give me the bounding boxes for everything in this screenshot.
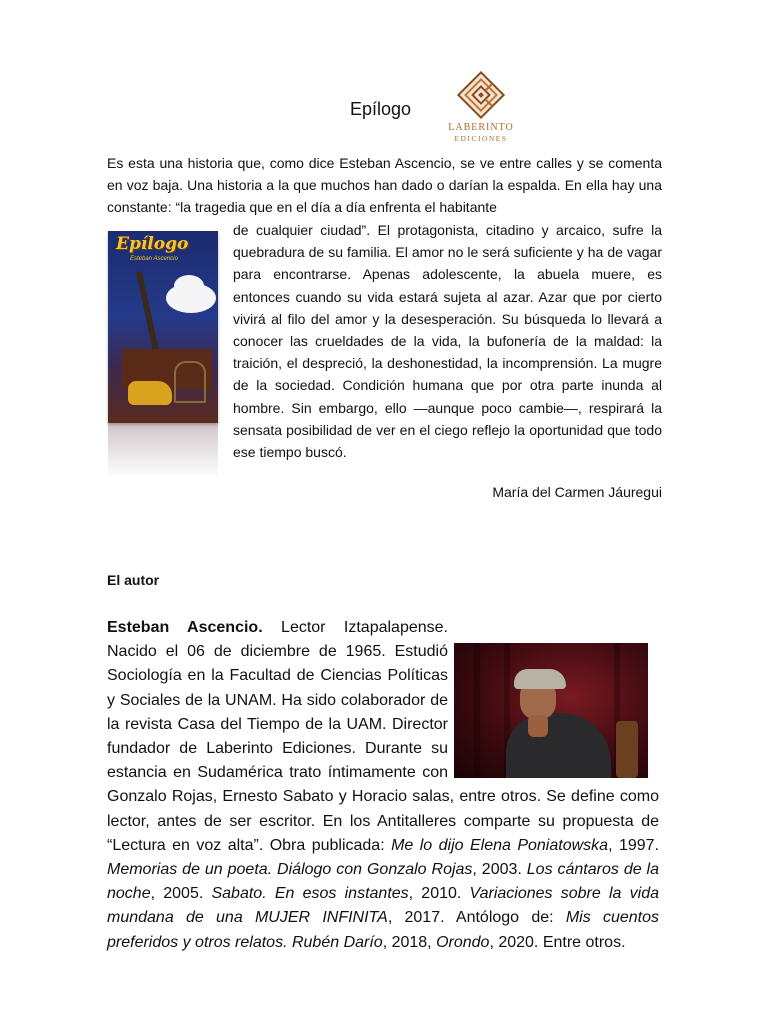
author-photo [454,643,648,778]
work-title: Mis cuentos preferidos y otros relatos. Rubén Darío [107,909,660,951]
cover-title: Epílogo [116,234,189,254]
photo-chair [616,721,638,778]
work-title: Memorias de un poeta. Diálogo con Gonzalo Rojas [107,861,473,879]
publisher-logo [444,70,518,146]
photo-person-hand [528,715,548,737]
author-name: Esteban Ascencio. [107,619,263,636]
cover-lion [128,381,172,405]
book-cover-image [108,231,218,423]
page-title: Epílogo [350,99,412,119]
cover-reflection [108,423,218,478]
work-title: Orondo [436,933,490,951]
review-signature: María del Carmen Jáuregui [492,484,662,500]
bio-text: , 2005. [150,885,212,903]
logo-name: LABERINTO [448,122,514,133]
work-title: Sabato. En esos instantes [211,885,409,903]
bio-text: , 2017. Antólogo de: [387,909,566,927]
bio-text: , 1997. [608,836,659,854]
bio-text: , 2018, [382,933,437,951]
logo-subtitle: EDICIONES [454,134,508,143]
bio-text: , 2003. [472,861,527,879]
bio-text: Lector Iztapalapense. Nacido el 06 de diciembre de 1965. Estudió Sociología en la Facultad de Ciencias Políticas y Sociales de la UNAM. Ha sido colaborador de la revista Casa del Tiempo de la UAM. Director fundador de Laberinto Ediciones. Durante su estancia en Sudamérica trato íntimamente con Gonzalo Rojas, Ernesto Sabato y Horacio salas, entre otros. Se define como lector, antes de ser escritor. En los Antitalleres comparte su propuesta de “Lectura en voz alta”. Obra publicada: [107,619,659,854]
section-heading: El autor [107,572,160,588]
photo-person-body [506,713,611,778]
bio-text: , 2020. Entre otros. [489,933,626,951]
work-title: Los cántaros de la noche [107,861,660,903]
cover-author: Esteban Ascencio [130,256,178,262]
work-title: Variaciones sobre la vida mundana de una MUJER INFINITA [107,885,659,927]
cover-cloud [174,275,204,297]
bio-text: , 2010. [408,885,470,903]
work-title: Me lo dijo Elena Poniatowska [391,836,609,854]
review-paragraph-top: Es esta una historia que, como dice Esteban Ascencio, se ve entre calles y se comenta en voz baja. Una historia a la que muchos han dado o darían la espalda. En ella hay una constante: “la tragedia que en el día a día enfrenta el habitante [107,155,662,216]
maze-logo-icon [456,70,506,120]
photo-person-cap [514,669,566,689]
cover-cage [174,361,206,403]
review-paragraph-side: de cualquier ciudad”. El protagonista, citadino y arcaico, sufre la quebradura de su familia. El amor no le será suficiente y ha de vagar para encontrarse. Apenas adolescente, la abuela muere, es entonces cuando su vida estará sujeta al azar. Azar que por cierto vivirá al filo del amor y la desesperación. Su búsqueda lo llevará a conocer las crueldades de la vida, la bufonería de la maldad: la traición, el despreció, la deshonestidad, la incomprensión. La mugre de la sociedad. Condición humana que por otra parte inunda al hombre. Sin embargo, ello —aunque poco cambie—, respirará la sensata posibilidad de ver en el ciego reflejo la oportunidad que todo ese tiempo buscó. [233,222,662,461]
